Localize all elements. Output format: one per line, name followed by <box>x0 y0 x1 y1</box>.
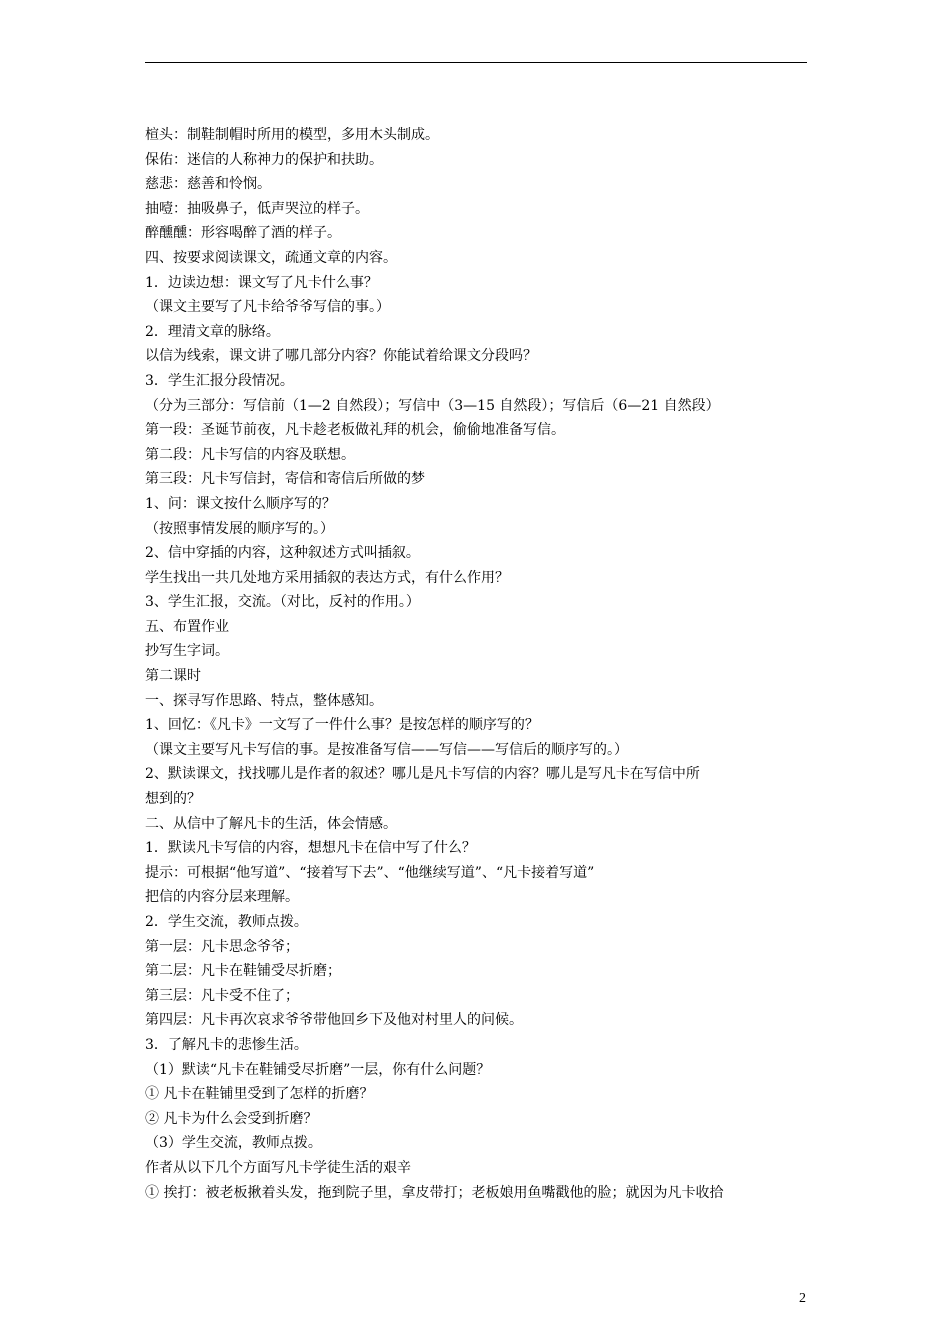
text-line: 第二段：凡卡写信的内容及联想。 <box>145 446 355 463</box>
text-line: 抄写生字词。 <box>145 643 229 660</box>
section-heading: 一、探寻写作思路、特点，整体感知。 <box>145 692 383 709</box>
text-line: ① 挨打：被老板揪着头发，拖到院子里，拿皮带打；老板娘用鱼嘴戳他的脸；就因为凡卡收拾 <box>145 1184 724 1201</box>
section-heading: 四、按要求阅读课文，疏通文章的内容。 <box>145 249 397 266</box>
text-line: 2．学生交流，教师点拨。 <box>145 914 308 930</box>
text-line: 作者从以下几个方面写凡卡学徒生活的艰辛 <box>145 1159 411 1176</box>
text-line: （按照事情发展的顺序写的。） <box>145 520 334 537</box>
text-line: （课文主要写凡卡写信的事。是按准备写信——写信——写信后的顺序写的。） <box>145 741 628 758</box>
text-line: 2、默读课文，找找哪儿是作者的叙述？哪儿是凡卡写信的内容？哪儿是写凡卡在写信中所 <box>145 766 700 783</box>
text-line: 第一层：凡卡思念爷爷； <box>145 938 299 955</box>
text-line: ① 凡卡在鞋铺里受到了怎样的折磨？ <box>145 1086 374 1103</box>
text-line: （分为三部分：写信前（1—2 自然段）；写信中（3—15 自然段）；写信后（6—21 自然段） <box>145 397 720 414</box>
text-line: （1）默读“凡卡在鞋铺受尽折磨”一层，你有什么问题？ <box>145 1061 491 1078</box>
text-line: 学生找出一共几处地方采用插叙的表达方式，有什么作用？ <box>145 569 509 586</box>
section-heading: 第二课时 <box>145 668 201 685</box>
page-number: 2 <box>799 1291 806 1306</box>
text-line: 把信的内容分层来理解。 <box>145 889 299 906</box>
text-line: 第二层：凡卡在鞋铺受尽折磨； <box>145 963 341 980</box>
text-line: 醉醺醺：形容喝醉了酒的样子。 <box>145 225 341 242</box>
text-line: 保佑：迷信的人称神力的保护和扶助。 <box>145 151 383 168</box>
text-line: （课文主要写了凡卡给爷爷写信的事。） <box>145 299 390 316</box>
text-line: 1、问：课文按什么顺序写的？ <box>145 495 336 512</box>
text-line: 3．学生汇报分段情况。 <box>145 372 294 389</box>
section-heading: 二、从信中了解凡卡的生活，体会情感。 <box>145 815 397 832</box>
text-line: 3．了解凡卡的悲惨生活。 <box>145 1036 308 1053</box>
text-line: 3、学生汇报，交流。（对比，反衬的作用。） <box>145 594 420 611</box>
text-line: ② 凡卡为什么会受到折磨？ <box>145 1110 318 1127</box>
section-heading: 五、布置作业 <box>145 618 229 635</box>
text-line: 第四层：凡卡再次哀求爷爷带他回乡下及他对村里人的问候。 <box>145 1012 523 1029</box>
text-line: 第一段：圣诞节前夜，凡卡趁老板做礼拜的机会，偷偷地准备写信。 <box>145 422 565 439</box>
text-line: 楦头：制鞋制帽时所用的模型，多用木头制成。 <box>145 127 439 143</box>
document-body <box>145 123 815 1205</box>
text-line: 2．理清文章的脉络。 <box>145 323 280 340</box>
header-rule <box>145 62 807 63</box>
text-line: 2、信中穿插的内容，这种叙述方式叫插叙。 <box>145 545 420 562</box>
text-line: 1、回忆：《凡卡》一文写了一件什么事？是按怎样的顺序写的？ <box>145 717 539 734</box>
text-line: 1．边读边想：课文写了凡卡什么事？ <box>145 274 378 291</box>
text-line: 第三段：凡卡写信封，寄信和寄信后所做的梦 <box>145 471 425 488</box>
text-line: 以信为线索，课文讲了哪几部分内容？你能试着给课文分段吗？ <box>145 348 537 365</box>
text-line: 抽噎：抽吸鼻子，低声哭泣的样子。 <box>145 200 369 217</box>
text-line: 慈悲：慈善和怜悯。 <box>145 176 271 193</box>
text-line: （3）学生交流，教师点拨。 <box>145 1135 322 1152</box>
text-line: 1．默读凡卡写信的内容，想想凡卡在信中写了什么？ <box>145 840 476 857</box>
text-line: 第三层：凡卡受不住了； <box>145 987 299 1004</box>
text-line: 想到的？ <box>145 791 201 808</box>
text-line: 提示：可根据“他写道”、“接着写下去”、“他继续写道”、“凡卡接着写道” <box>145 864 595 881</box>
